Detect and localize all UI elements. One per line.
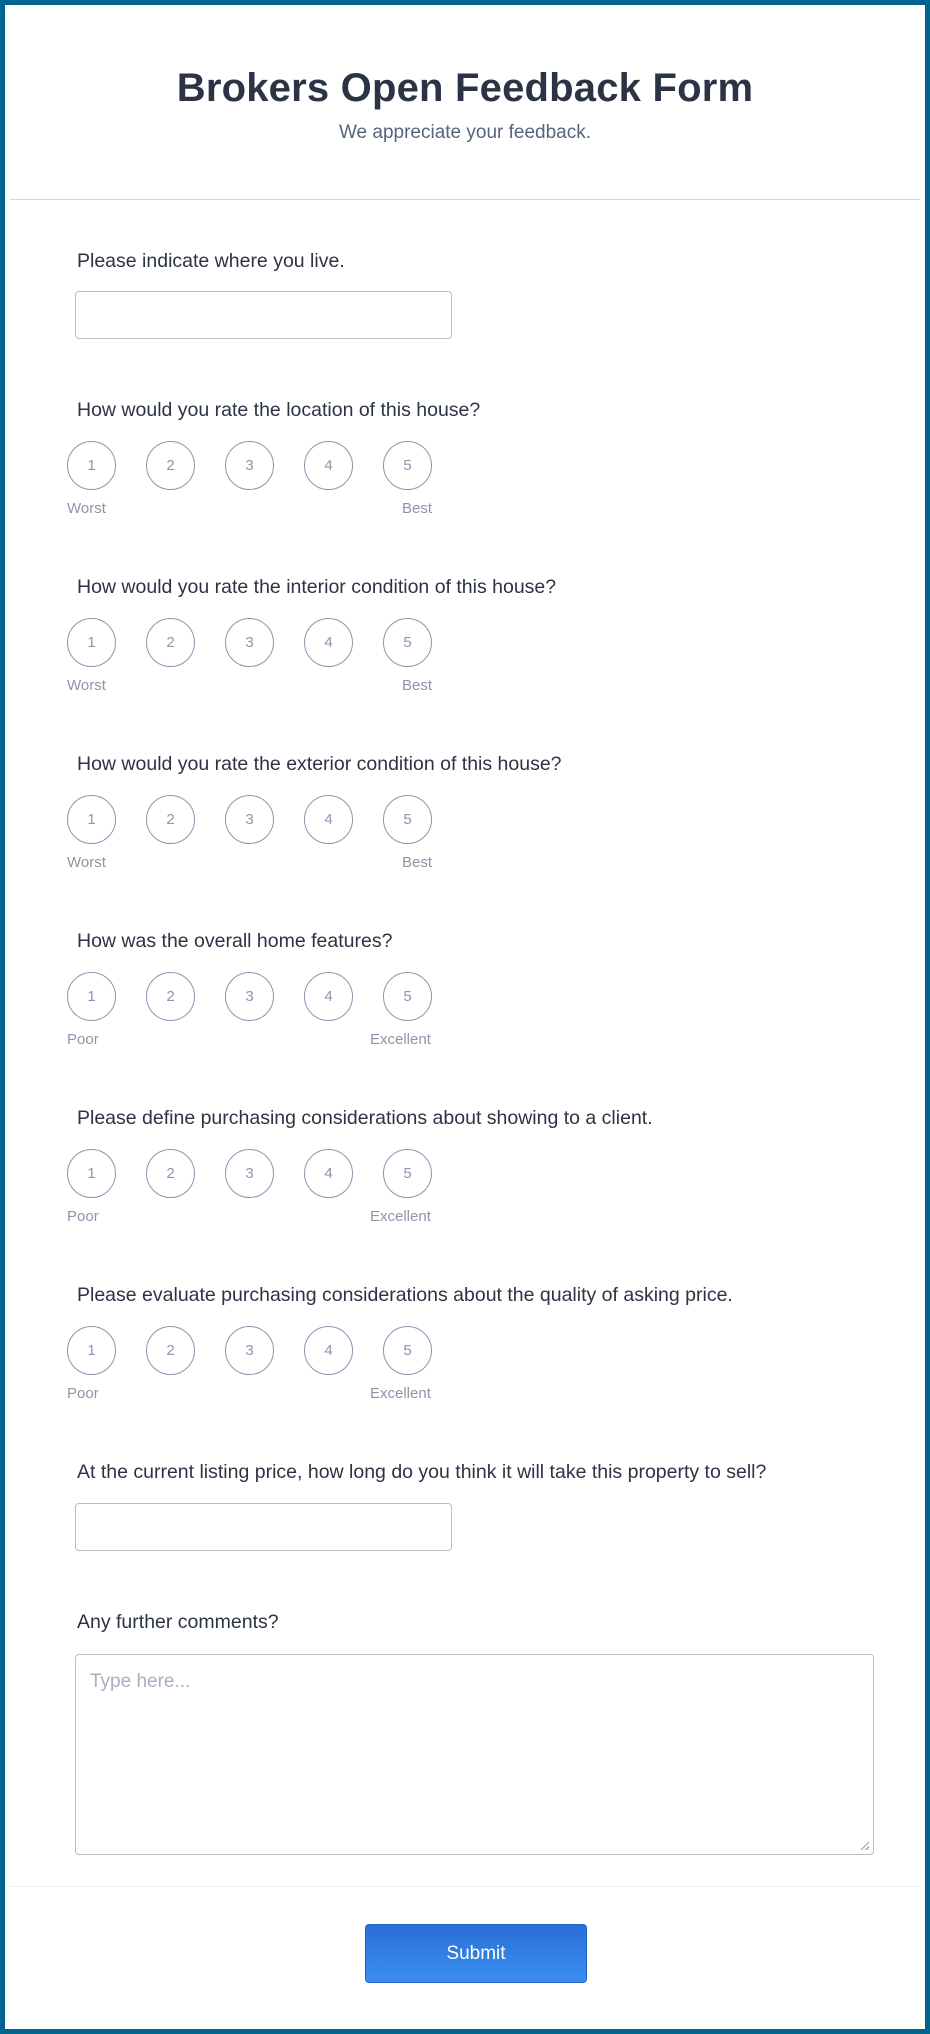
- rating-option-2[interactable]: 2: [146, 795, 195, 844]
- comments-placeholder: Type here...: [90, 1671, 191, 1692]
- rating-option-1[interactable]: 1: [67, 795, 116, 844]
- rating-option-1[interactable]: 1: [67, 441, 116, 490]
- rating-option-3[interactable]: 3: [225, 441, 274, 490]
- rating-option-2[interactable]: 2: [146, 441, 195, 490]
- rating-asking-price: [67, 1326, 467, 1406]
- rating-location: [67, 441, 467, 521]
- rating-option-5[interactable]: 5: [383, 972, 432, 1021]
- rating-min-label: Poor: [67, 1208, 99, 1225]
- rating-option-4[interactable]: 4: [304, 1149, 353, 1198]
- residence-input[interactable]: [75, 291, 452, 339]
- rating-option-3[interactable]: 3: [225, 1149, 274, 1198]
- rating-min-label: Poor: [67, 1031, 99, 1048]
- resize-handle-icon[interactable]: [861, 1842, 869, 1850]
- rating-exterior: [67, 795, 467, 875]
- rating-option-2[interactable]: 2: [146, 1326, 195, 1375]
- question-label-location: How would you rate the location of this house?: [77, 399, 481, 421]
- question-label-time-to-sell: At the current listing price, how long do you think it will take this property to sell?: [77, 1461, 767, 1483]
- rating-max-label: Best: [402, 500, 433, 517]
- rating-option-3[interactable]: 3: [225, 1326, 274, 1375]
- question-label-residence: Please indicate where you live.: [77, 250, 345, 272]
- rating-interior: [67, 618, 467, 698]
- rating-option-2[interactable]: 2: [146, 972, 195, 1021]
- rating-option-1[interactable]: 1: [67, 1326, 116, 1375]
- form-subtitle: We appreciate your feedback.: [338, 122, 592, 143]
- rating-min-label: Worst: [67, 854, 106, 871]
- rating-min-label: Worst: [67, 500, 106, 517]
- rating-max-label: Best: [402, 677, 433, 694]
- rating-option-5[interactable]: 5: [383, 795, 432, 844]
- rating-option-4[interactable]: 4: [304, 972, 353, 1021]
- rating-showing: [67, 1149, 467, 1229]
- form-header: [10, 10, 920, 200]
- rating-option-4[interactable]: 4: [304, 795, 353, 844]
- question-label-interior: How would you rate the interior condition of this house?: [77, 576, 557, 598]
- rating-max-label: Excellent: [370, 1385, 431, 1402]
- submit-button[interactable]: Submit: [365, 1924, 587, 1983]
- question-label-showing: Please define purchasing considerations about showing to a client.: [77, 1107, 653, 1129]
- rating-min-label: Worst: [67, 677, 106, 694]
- rating-max-label: Excellent: [370, 1208, 431, 1225]
- rating-option-2[interactable]: 2: [146, 1149, 195, 1198]
- question-label-asking-price: Please evaluate purchasing considerations about the quality of asking price.: [77, 1284, 733, 1306]
- rating-option-5[interactable]: 5: [383, 618, 432, 667]
- form-title: Brokers Open Feedback Form: [176, 66, 754, 110]
- rating-option-1[interactable]: 1: [67, 1149, 116, 1198]
- rating-option-3[interactable]: 3: [225, 795, 274, 844]
- rating-option-1[interactable]: 1: [67, 618, 116, 667]
- comments-textarea[interactable]: [75, 1654, 874, 1855]
- rating-min-label: Poor: [67, 1385, 99, 1402]
- rating-max-label: Excellent: [370, 1031, 431, 1048]
- question-label-features: How was the overall home features?: [77, 930, 393, 952]
- time-to-sell-input[interactable]: [75, 1503, 452, 1551]
- rating-option-2[interactable]: 2: [146, 618, 195, 667]
- rating-option-3[interactable]: 3: [225, 618, 274, 667]
- rating-option-4[interactable]: 4: [304, 441, 353, 490]
- rating-option-3[interactable]: 3: [225, 972, 274, 1021]
- rating-option-4[interactable]: 4: [304, 1326, 353, 1375]
- rating-option-1[interactable]: 1: [67, 972, 116, 1021]
- rating-max-label: Best: [402, 854, 433, 871]
- rating-option-4[interactable]: 4: [304, 618, 353, 667]
- rating-features: [67, 972, 467, 1052]
- footer-divider: [10, 1886, 920, 1887]
- rating-option-5[interactable]: 5: [383, 1149, 432, 1198]
- question-label-exterior: How would you rate the exterior condition of this house?: [77, 753, 562, 775]
- question-label-comments: Any further comments?: [77, 1611, 279, 1633]
- rating-option-5[interactable]: 5: [383, 1326, 432, 1375]
- rating-option-5[interactable]: 5: [383, 441, 432, 490]
